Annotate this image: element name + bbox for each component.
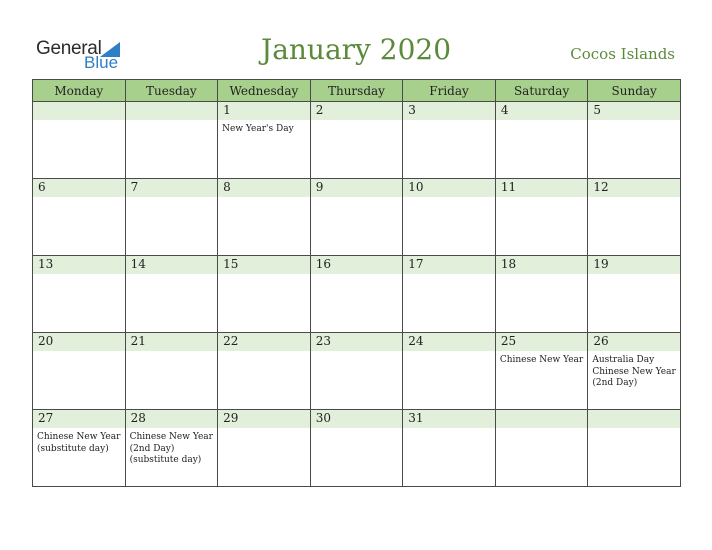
- day-number: 8: [223, 180, 231, 194]
- day-number: 31: [408, 411, 424, 425]
- weekday-header: Saturday: [495, 80, 588, 102]
- day-number-band: [403, 333, 495, 351]
- holiday-label: Australia Day Chinese New Year (2nd Day): [592, 355, 676, 388]
- holiday-label: [311, 120, 403, 124]
- holiday-label: [588, 120, 680, 124]
- weekday-header: Monday: [33, 80, 126, 102]
- day-number: 13: [38, 257, 54, 271]
- day-number: 14: [130, 257, 146, 271]
- weekday-header: Sunday: [588, 80, 681, 102]
- day-number-band: [588, 102, 680, 120]
- day-number-band: [126, 256, 218, 274]
- holiday-label: [496, 428, 588, 432]
- logo-text-general: General: [36, 38, 102, 59]
- day-number: 30: [315, 411, 331, 425]
- day-number-band: [33, 333, 125, 351]
- holiday-label: [218, 428, 310, 432]
- day-number: 20: [38, 334, 54, 348]
- day-cell: [495, 102, 588, 179]
- weekday-header-row: [33, 80, 681, 102]
- day-number-band: [126, 102, 218, 120]
- day-number: 4: [500, 103, 509, 117]
- day-number-band: [218, 102, 310, 120]
- day-number-band: [126, 179, 218, 197]
- holiday-label: [126, 197, 218, 201]
- day-cell: [125, 333, 218, 410]
- day-number: 16: [315, 257, 331, 271]
- day-number: 10: [408, 180, 424, 194]
- day-cell: [33, 410, 126, 487]
- day-number: 25: [500, 334, 517, 348]
- day-cell: [33, 179, 126, 256]
- day-number: 6: [38, 180, 46, 194]
- day-number-band: [33, 256, 125, 274]
- day-cell: [218, 333, 311, 410]
- day-number-band: [588, 410, 680, 428]
- day-cell: [310, 102, 403, 179]
- day-number: 2: [315, 103, 324, 117]
- day-number: 24: [408, 334, 424, 348]
- day-cell: [403, 256, 496, 333]
- day-number-band: [218, 179, 310, 197]
- week-row: [33, 179, 681, 256]
- day-number: 29: [223, 411, 239, 425]
- day-number: 9: [315, 180, 324, 194]
- holiday-label: [218, 274, 310, 278]
- day-number: 23: [315, 334, 331, 348]
- day-cell: [310, 333, 403, 410]
- day-cell: [310, 410, 403, 487]
- day-number-band: [126, 410, 218, 428]
- day-number: 15: [223, 257, 239, 271]
- day-cell: [218, 256, 311, 333]
- holiday-label: [403, 274, 495, 278]
- weekday-header: Thursday: [310, 80, 403, 102]
- holiday-label: [218, 351, 310, 355]
- holiday-label: New Year's Day: [222, 124, 294, 134]
- day-number-band: [588, 256, 680, 274]
- holiday-label: [588, 274, 680, 278]
- day-number-band: [311, 410, 403, 428]
- day-number-band: [126, 333, 218, 351]
- day-cell: [403, 333, 496, 410]
- day-number-band: [311, 102, 403, 120]
- day-number: 22: [223, 334, 239, 348]
- holiday-label: [496, 120, 588, 124]
- holiday-label: [311, 351, 403, 355]
- day-number-band: [311, 179, 403, 197]
- day-cell: [403, 102, 496, 179]
- day-cell: [495, 410, 588, 487]
- holiday-label: [311, 197, 403, 201]
- holiday-label: [496, 197, 588, 201]
- day-cell: [588, 256, 681, 333]
- holiday-label: [126, 120, 218, 124]
- day-number-band: [33, 179, 125, 197]
- day-cell: [495, 179, 588, 256]
- day-cell: [495, 256, 588, 333]
- day-cell: [588, 410, 681, 487]
- day-cell: [495, 333, 588, 410]
- holiday-label: [403, 120, 495, 124]
- day-cell: [33, 333, 126, 410]
- day-number-band: [218, 256, 310, 274]
- day-number: 17: [408, 257, 424, 271]
- country-name: Cocos Islands: [570, 45, 675, 63]
- day-cell: [403, 410, 496, 487]
- day-cell: [218, 410, 311, 487]
- day-number: 5: [593, 103, 602, 117]
- holiday-label: [218, 197, 310, 201]
- day-cell: [588, 333, 681, 410]
- day-number-band: [496, 102, 588, 120]
- day-cell: [125, 410, 218, 487]
- day-number-band: [218, 333, 310, 351]
- day-number-band: [496, 333, 588, 351]
- holiday-label: [403, 351, 495, 355]
- week-row: [33, 102, 681, 179]
- day-number-band: [403, 256, 495, 274]
- week-row: [33, 333, 681, 410]
- day-cell: [218, 102, 311, 179]
- holiday-label: [126, 274, 218, 278]
- day-number-band: [403, 179, 495, 197]
- week-row: [33, 410, 681, 487]
- holiday-label: [126, 351, 218, 355]
- day-number-band: [218, 410, 310, 428]
- week-row: [33, 256, 681, 333]
- holiday-label: [33, 197, 125, 201]
- day-number: 11: [500, 180, 517, 194]
- holiday-label: Chinese New Year (2nd Day) (substitute day): [129, 432, 213, 465]
- logo-text-blue: Blue: [84, 53, 119, 72]
- day-number-band: [496, 256, 588, 274]
- day-cell: [125, 179, 218, 256]
- holiday-label: [496, 274, 588, 278]
- day-number-band: [33, 102, 125, 120]
- day-number: 3: [408, 103, 416, 117]
- weekday-header: Tuesday: [125, 80, 218, 102]
- day-number-band: [496, 179, 588, 197]
- holiday-label: [403, 197, 495, 201]
- day-number-band: [403, 102, 495, 120]
- calendar-grid: [32, 79, 681, 487]
- holiday-label: [311, 428, 403, 432]
- day-cell: [33, 256, 126, 333]
- day-number-band: [311, 333, 403, 351]
- day-number: 27: [38, 411, 54, 425]
- day-number: 1: [223, 103, 231, 117]
- day-number-band: [588, 333, 680, 351]
- day-number: 12: [593, 180, 609, 194]
- day-number: 21: [130, 334, 146, 348]
- day-cell: [403, 179, 496, 256]
- day-cell: [125, 102, 218, 179]
- weekday-header: Friday: [403, 80, 496, 102]
- day-cell: [33, 102, 126, 179]
- day-number: 26: [593, 334, 609, 348]
- holiday-label: [403, 428, 495, 432]
- day-number: 28: [130, 411, 146, 425]
- holiday-label: [33, 351, 125, 355]
- day-cell: [588, 102, 681, 179]
- day-number-band: [311, 256, 403, 274]
- day-cell: [125, 256, 218, 333]
- day-number-band: [33, 410, 125, 428]
- holiday-label: Chinese New Year: [499, 355, 584, 365]
- day-number: 7: [130, 180, 139, 194]
- weekday-header: Wednesday: [218, 80, 311, 102]
- day-number: 19: [593, 257, 609, 271]
- holiday-label: [33, 120, 125, 124]
- calendar-title: January 2020: [260, 33, 452, 66]
- day-number-band: [588, 179, 680, 197]
- holiday-label: [588, 428, 680, 432]
- day-number: 18: [500, 257, 517, 271]
- day-number-band: [403, 410, 495, 428]
- holiday-label: [311, 274, 403, 278]
- day-cell: [310, 256, 403, 333]
- day-cell: [218, 179, 311, 256]
- day-cell: [310, 179, 403, 256]
- holiday-label: Chinese New Year (substitute day): [37, 432, 121, 454]
- day-number-band: [496, 410, 588, 428]
- holiday-label: [588, 197, 680, 201]
- day-cell: [588, 179, 681, 256]
- holiday-label: [33, 274, 125, 278]
